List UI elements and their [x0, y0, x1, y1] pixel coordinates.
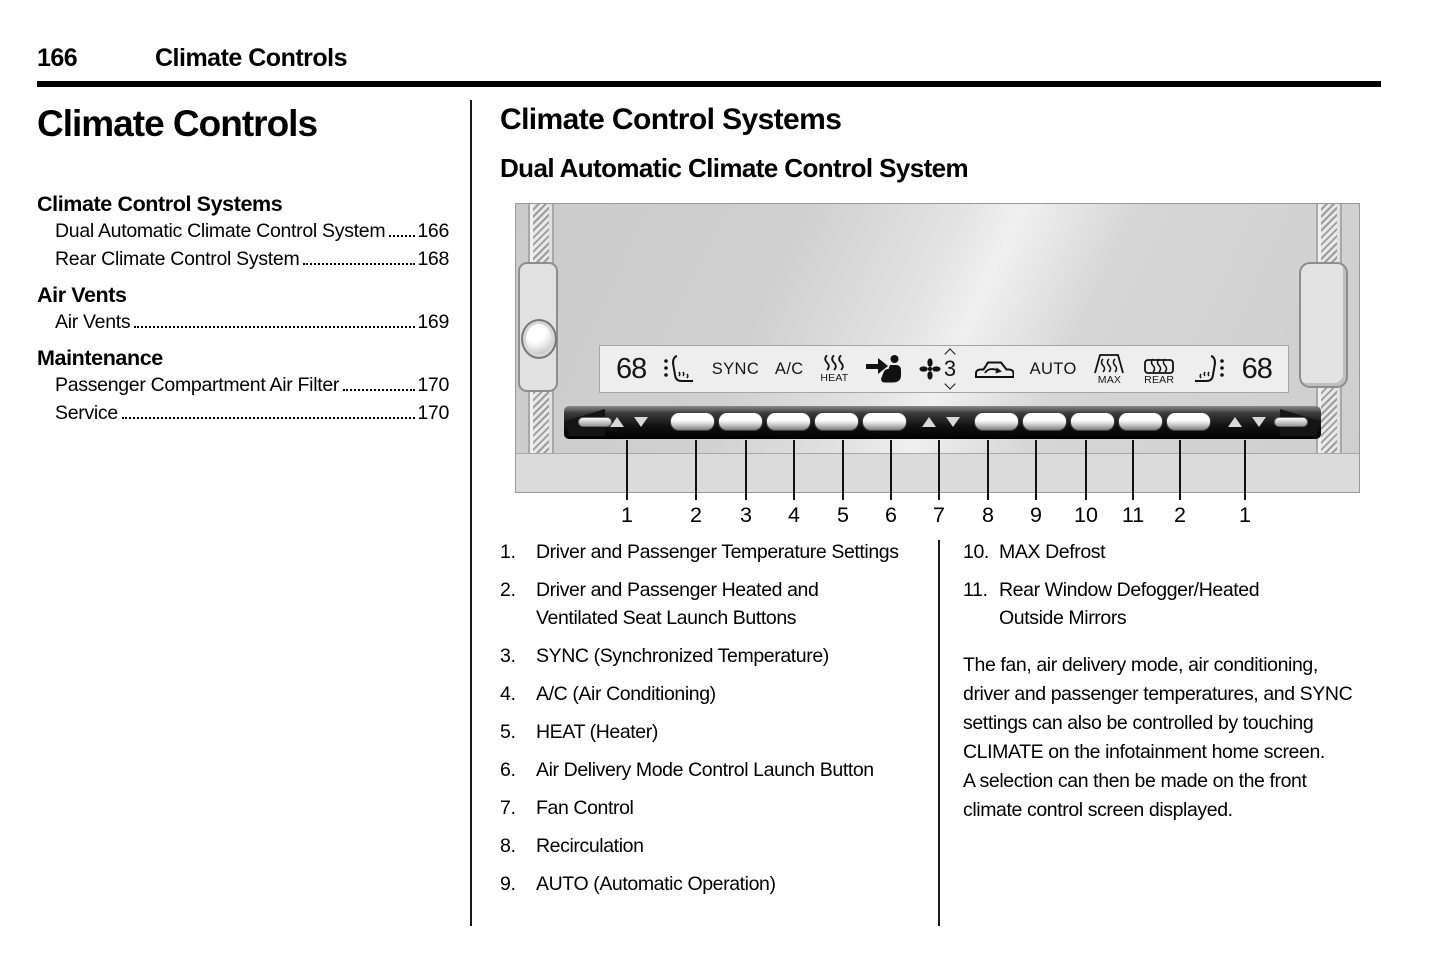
legend-item-number: 11.: [963, 579, 988, 601]
callout-number: 7: [933, 503, 945, 527]
ac-label: A/C: [774, 359, 804, 378]
callout-line: [1132, 440, 1134, 500]
legend-item: [500, 832, 932, 860]
fan-speed-number: 3: [943, 356, 957, 381]
section-title: Climate Control Systems: [500, 103, 842, 136]
legend-item-text: Air Delivery Mode Control Launch Button: [536, 759, 874, 781]
sync-label: SYNC: [711, 359, 760, 378]
legend-item: [963, 538, 1383, 566]
legend-item-number: 7.: [500, 797, 516, 819]
callout-line: [842, 440, 844, 500]
body-paragraph: [963, 651, 1383, 825]
down-triangle-icon: [1252, 417, 1266, 427]
fan-speed-value: [944, 350, 956, 388]
legend-item-number: 6.: [500, 759, 516, 781]
page-number: 166: [37, 44, 78, 72]
paragraph-line: settings can also be controlled by touching: [963, 712, 1314, 734]
toc-entry-page: 169: [417, 311, 449, 333]
right-button-group: [974, 412, 1211, 431]
up-triangle-icon: [922, 417, 936, 427]
dot-leader: [122, 417, 415, 419]
sync-button: [718, 412, 763, 431]
callout-number: 3: [740, 503, 752, 527]
legend-item-number: 5.: [500, 721, 516, 743]
toc-section-title: Maintenance: [37, 346, 163, 370]
rear-defrost-button: [1118, 412, 1163, 431]
callout-number: 6: [885, 503, 897, 527]
toc-entry-page: 168: [417, 248, 449, 270]
legend-item: [500, 794, 932, 822]
callout-number: 4: [788, 503, 800, 527]
dot-leader: [389, 235, 415, 237]
column-divider: [470, 100, 472, 926]
paragraph-line: The fan, air delivery mode, air conditioning,: [963, 654, 1318, 676]
paragraph-line: climate control screen displayed.: [963, 799, 1233, 821]
toc-entry-label: Air Vents: [55, 311, 131, 333]
legend-item-text: Recirculation: [536, 835, 644, 857]
toc-column: [37, 102, 449, 427]
toc-section-title: Climate Control Systems: [37, 192, 283, 216]
fan-updown-buttons: [922, 417, 960, 427]
legend-item-number: 4.: [500, 683, 516, 705]
recirculation-icon: [972, 356, 1014, 382]
legend-item-text: HEAT (Heater): [536, 721, 658, 743]
dot-leader: [303, 263, 415, 265]
callout-line: [626, 440, 628, 500]
toc-section-title: Air Vents: [37, 283, 127, 307]
left-button-group: [670, 412, 907, 431]
toc-entry: [37, 245, 449, 273]
toc-entry: [37, 217, 449, 245]
up-triangle-icon: [1228, 417, 1242, 427]
chapter-title: Climate Controls: [37, 103, 318, 144]
down-triangle-icon: [634, 417, 648, 427]
legend-item-number: 1.: [500, 541, 516, 563]
legend-item: [500, 718, 932, 746]
legend-item: [500, 642, 932, 670]
legend-item: [500, 870, 932, 898]
toc-entry: [37, 399, 449, 427]
legend-item-text: AUTO (Automatic Operation): [536, 873, 776, 895]
toc-entry-page: 166: [417, 220, 449, 242]
rear-label: REAR: [1144, 374, 1175, 387]
heated-ventilated-seat-passenger-icon: [1192, 353, 1226, 385]
legend-item-text: Driver and Passenger Temperature Settings: [536, 541, 899, 563]
header-rule: [37, 81, 1381, 87]
legend-item-text: Outside Mirrors: [999, 607, 1127, 629]
rear-defrost-icon: [1142, 352, 1176, 386]
seat-button: [670, 412, 715, 431]
callout-line: [890, 440, 892, 500]
legend-item-number: 8.: [500, 835, 516, 857]
callout-line: [938, 440, 940, 500]
fan-icon: [919, 358, 941, 380]
legend-item-text: Driver and Passenger Heated and: [536, 579, 819, 601]
legend-item-number: 3.: [500, 645, 516, 667]
toc-entry-label: Rear Climate Control System: [55, 248, 300, 270]
callout-number: 1: [621, 503, 633, 527]
legend-item-text: SYNC (Synchronized Temperature): [536, 645, 829, 667]
legend-column-divider: [938, 540, 940, 926]
callout-number: 10: [1074, 503, 1098, 527]
air-delivery-button: [862, 412, 907, 431]
paragraph-line: A selection can then be made on the front: [963, 770, 1307, 792]
callout-number: 2: [690, 503, 702, 527]
toc-entry-label: Service: [55, 402, 118, 424]
callout-number: 9: [1030, 503, 1042, 527]
climate-panel-figure: [515, 203, 1360, 535]
paragraph-line: driver and passenger temperatures, and SYNC: [963, 683, 1353, 705]
fan-speed-indicator: [919, 350, 956, 388]
callout-line: [1035, 440, 1037, 500]
running-title: Climate Controls: [155, 44, 348, 72]
auto-label: AUTO: [1029, 359, 1077, 378]
legend-item: [963, 576, 1383, 632]
toc-entry-page: 170: [417, 374, 449, 396]
legend-item-number: 2.: [500, 579, 516, 601]
callout-line: [695, 440, 697, 500]
callout-line: [745, 440, 747, 500]
callout-number: 8: [982, 503, 994, 527]
knob-icon: [521, 319, 557, 359]
heated-ventilated-seat-driver-icon: [662, 353, 696, 385]
legend-item-text: Fan Control: [536, 797, 634, 819]
heat-button: [814, 412, 859, 431]
passenger-temp-slider: [1274, 417, 1308, 427]
legend-item-text: Ventilated Seat Launch Buttons: [536, 607, 797, 629]
legend-item-text: A/C (Air Conditioning): [536, 683, 716, 705]
heat-label: HEAT: [820, 371, 849, 384]
dot-leader: [343, 389, 415, 391]
driver-temp-slider: [578, 417, 612, 427]
down-triangle-icon: [946, 417, 960, 427]
toc-entry-label: Dual Automatic Climate Control System: [55, 220, 386, 242]
air-delivery-mode-icon: [865, 353, 903, 385]
callout-number: 11: [1121, 503, 1145, 527]
legend-item-text: Rear Window Defogger/Heated: [999, 579, 1260, 601]
legend-right: [963, 538, 1383, 825]
auto-button: [1022, 412, 1067, 431]
up-triangle-icon: [610, 417, 624, 427]
legend-left: [500, 538, 932, 908]
ac-button: [766, 412, 811, 431]
callout-number: 5: [837, 503, 849, 527]
legend-item: [500, 756, 932, 784]
toc-entry: [37, 371, 449, 399]
legend-item: [500, 576, 932, 632]
callout-line: [987, 440, 989, 500]
display-strip: [599, 345, 1289, 393]
max-defrost-icon: [1092, 352, 1126, 386]
legend-item-number: 10.: [963, 541, 989, 563]
passenger-seat-button: [1166, 412, 1211, 431]
callout-line: [793, 440, 795, 500]
toc-entry: [37, 308, 449, 336]
toc-entry-page: 170: [417, 402, 449, 424]
legend-item-number: 9.: [500, 873, 516, 895]
legend-item-text: MAX Defrost: [999, 541, 1106, 563]
recirculation-button: [974, 412, 1019, 431]
callout-line: [1244, 440, 1246, 500]
button-bar: [564, 406, 1321, 439]
legend-item: [500, 680, 932, 708]
driver-temp-updown-buttons: [610, 417, 648, 427]
legend-item: [500, 538, 932, 566]
toc-list: [37, 191, 449, 427]
passenger-temp-updown-buttons: [1228, 417, 1266, 427]
max-label: MAX: [1097, 374, 1122, 387]
toc-entry-label: Passenger Compartment Air Filter: [55, 374, 340, 396]
subsection-title: Dual Automatic Climate Control System: [500, 153, 969, 183]
dot-leader: [134, 326, 415, 328]
callout-line: [1179, 440, 1181, 500]
right-end-panel: [1299, 262, 1348, 388]
heat-icon: [819, 355, 849, 384]
paragraph-line: CLIMATE on the infotainment home screen.: [963, 741, 1325, 763]
max-defrost-button: [1070, 412, 1115, 431]
callout-number: 2: [1174, 503, 1186, 527]
callout-number: 1: [1239, 503, 1251, 527]
callout-line: [1085, 440, 1087, 500]
driver-temp-display: 68: [616, 352, 647, 385]
passenger-temp-display: 68: [1241, 352, 1272, 385]
